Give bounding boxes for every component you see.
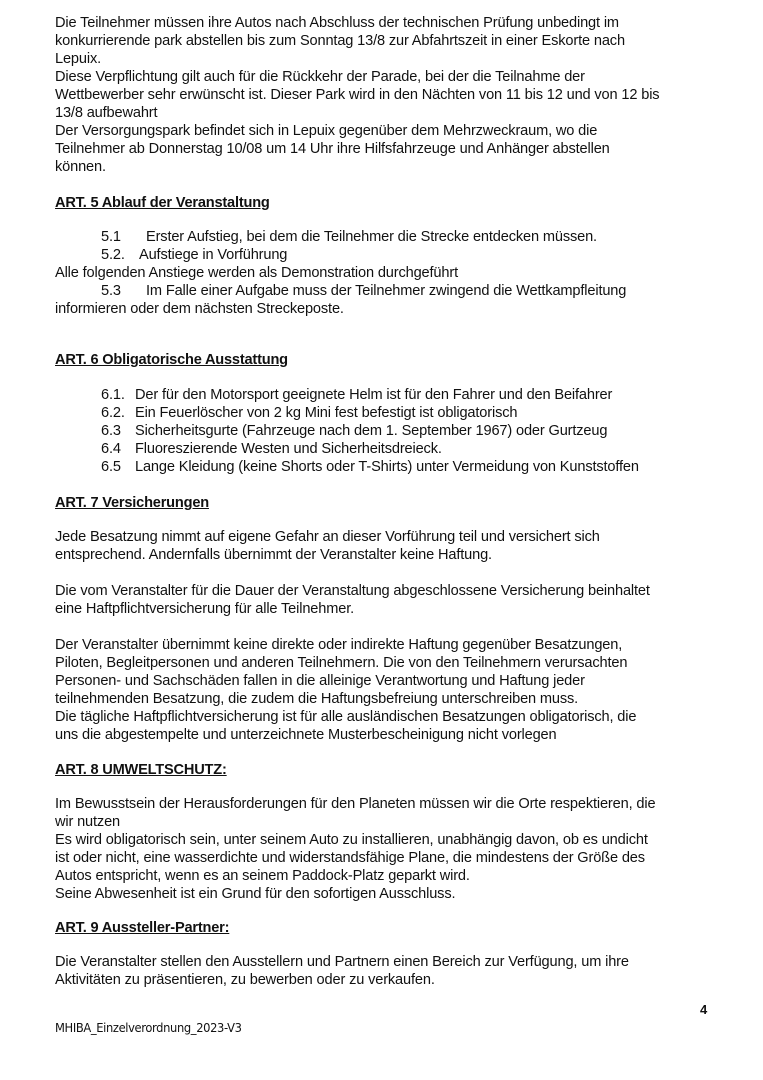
art7-paragraph-3	[55, 636, 636, 744]
item-number: 6.4	[101, 441, 121, 457]
item-text: Im Falle einer Aufgabe muss der Teilnehmer zwingend die Wettkampfleitung	[146, 283, 627, 299]
art9-paragraph	[55, 953, 629, 989]
item-text: Erster Aufstieg, bei dem die Teilnehmer die Strecke entdecken müssen.	[146, 229, 597, 245]
intro-paragraph	[55, 14, 659, 176]
item-text: Aufstiege in Vorführung	[139, 247, 288, 263]
art7-paragraph-1	[55, 528, 600, 564]
art8-heading: ART. 8 UMWELTSCHUTZ:	[55, 762, 227, 778]
art7-paragraph-2	[55, 582, 650, 618]
text-line: Die Veranstalter stellen den Ausstellern und Partnern einen Bereich zur Verfügung, um ihre	[55, 954, 629, 970]
text-line: wir nutzen	[55, 814, 121, 830]
text-line: teilnehmenden Besatzung, die zudem die Haftungsbefreiung unterschreiben muss.	[55, 691, 579, 707]
text-line: können.	[55, 159, 106, 175]
art9-heading: ART. 9 Aussteller-Partner:	[55, 920, 230, 936]
text-line: Die Teilnehmer müssen ihre Autos nach Abschluss der technischen Prüfung unbedingt im	[55, 15, 619, 31]
text-line: Die vom Veranstalter für die Dauer der Veranstaltung abgeschlossene Versicherung beinhaltet	[55, 583, 650, 599]
text-line: Piloten, Begleitpersonen und anderen Teilnehmern. Die von den Teilnehmern verursachten	[55, 655, 628, 671]
art5-item-3-continuation: informieren oder dem nächsten Streckeposte.	[55, 301, 344, 317]
text-line: Im Bewusstsein der Herausforderungen für den Planeten müssen wir die Orte respektieren, die	[55, 796, 656, 812]
text-line: Der Versorgungspark befindet sich in Lepuix gegenüber dem Mehrzweckraum, wo die	[55, 123, 598, 139]
art5-heading: ART. 5 Ablauf der Veranstaltung	[55, 195, 270, 211]
item-text: Sicherheitsgurte (Fahrzeuge nach dem 1. September 1967) oder Gurtzeug	[135, 423, 608, 439]
page-number: 4	[700, 1002, 708, 1017]
text-line: entsprechend. Andernfalls übernimmt der Veranstalter keine Haftung.	[55, 547, 492, 563]
art8-paragraph	[55, 795, 655, 903]
text-line: 13/8 aufbewahrt	[55, 105, 158, 121]
text-line: Personen- und Sachschäden fallen in die alleinige Verantwortung und Haftung jeder	[55, 673, 585, 689]
item-text: Der für den Motorsport geeignete Helm ist für den Fahrer und den Beifahrer	[135, 387, 613, 403]
art7-heading: ART. 7 Versicherungen	[55, 495, 209, 511]
text-line: Teilnehmer ab Donnerstag 10/08 um 14 Uhr ihre Hilfsfahrzeuge und Anhänger abstellen	[55, 141, 610, 157]
text-line: Jede Besatzung nimmt auf eigene Gefahr an dieser Vorführung teil und versichert sich	[55, 529, 600, 545]
text-line: konkurrierende park abstellen bis zum Sonntag 13/8 zur Abfahrtszeit in einer Eskorte nach	[55, 33, 625, 49]
text-line: Autos entspricht, wenn es an seinem Paddock-Platz geparkt wird.	[55, 868, 470, 884]
text-line: Der Veranstalter übernimmt keine direkte oder indirekte Haftung gegenüber Besatzungen,	[55, 637, 623, 653]
text-line: Es wird obligatorisch sein, unter seinem Auto zu installieren, unabhängig davon, ob es undicht	[55, 832, 648, 848]
text-line: Aktivitäten zu präsentieren, zu bewerben oder zu verkaufen.	[55, 972, 435, 988]
item-text: Ein Feuerlöscher von 2 kg Mini fest befestigt ist obligatorisch	[135, 405, 518, 421]
text-line: Wettbewerber sehr erwünscht ist. Dieser Park wird in den Nächten von 11 bis 12 und von 12 bis	[55, 87, 660, 103]
item-number: 6.2.	[101, 405, 125, 421]
text-line: uns die abgestempelte und unterzeichnete Musterbescheinigung nicht vorlegen	[55, 727, 557, 743]
document-name-footer: MHIBA_Einzelverordnung_2023-V3	[55, 1020, 242, 1035]
text-line: Die tägliche Haftpflichtversicherung ist für alle ausländischen Besatzungen obligatorisch, die	[55, 709, 637, 725]
art6-heading: ART. 6 Obligatorische Ausstattung	[55, 352, 288, 368]
item-number: 5.3	[101, 283, 121, 299]
text-line: Lepuix.	[55, 51, 102, 67]
item-number: 6.3	[101, 423, 121, 439]
item-number: 6.1.	[101, 387, 125, 403]
text-line: Seine Abwesenheit ist ein Grund für den sofortigen Ausschluss.	[55, 886, 456, 902]
item-number: 6.5	[101, 459, 121, 475]
text-line: ist oder nicht, eine wasserdichte und widerstandsfähige Plane, die mindestens der Größe des	[55, 850, 645, 866]
text-line: eine Haftpflichtversicherung für alle Teilnehmer.	[55, 601, 355, 617]
item-text: Fluoreszierende Westen und Sicherheitsdreieck.	[135, 441, 442, 457]
item-text: Lange Kleidung (keine Shorts oder T-Shirts) unter Vermeidung von Kunststoffen	[135, 459, 639, 475]
art5-note: Alle folgenden Anstiege werden als Demonstration durchgeführt	[55, 265, 458, 281]
item-number: 5.1	[101, 229, 121, 245]
item-number: 5.2.	[101, 247, 125, 263]
text-line: Diese Verpflichtung gilt auch für die Rückkehr der Parade, bei der die Teilnahme der	[55, 69, 585, 85]
